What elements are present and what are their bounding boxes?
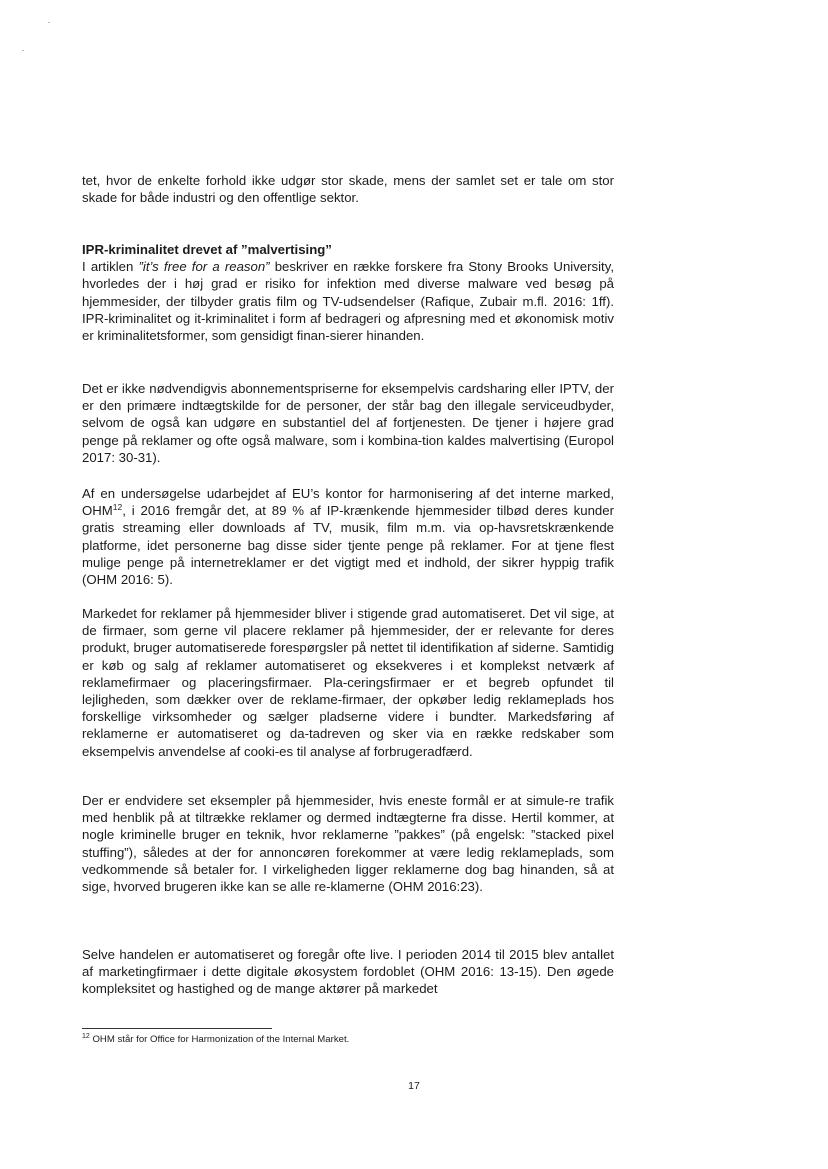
paragraph-text: beskriver en række forskere fra Stony Brooks University, hvorledes der i høj grad er risiko for infektion med diverse malware ved besøg på hjemmesider, der tilbyder gratis film og TV-udsendelser (Rafique, Zubair m.fl. 2016: 1ff). IPR-kriminalitet og it-kriminalitet i form af bedrageri og afpresning med et økonomisk motiv er kriminalitetsformer, som gensidigt finan-sierer hinanden. [82, 259, 614, 344]
page-number: 17 [408, 1080, 420, 1092]
scan-speck [48, 22, 50, 23]
footnote-marker: 12 [82, 1033, 90, 1040]
paragraph-ohm-study [82, 485, 614, 588]
footnote [82, 1034, 349, 1046]
section-paragraph-malvertising [82, 241, 614, 344]
footnote-reference: 12 [112, 502, 123, 513]
paragraph-traffic-simulation: Der er endvidere set eksempler på hjemmesider, hvis eneste formål er at simule-re trafik med henblik på at tiltrække reklamer og dermed indtægterne fra disse. Hertil kommer, at nogle kriminelle bruger en teknik, hvor reklamerne ”pakkes” (på engelsk: ”stacked pixel stuffing”), således at der for annoncøren forekommer at være ledig reklameplads, som vedkommende så betaler for. I virkeligheden ligger reklamerne dog bag hinanden, så at sige, hvorved brugeren ikke kan se alle re-klamerne (OHM 2016:23). [82, 793, 614, 895]
paragraph-intro-continuation: tet, hvor de enkelte forhold ikke udgør stor skade, mens der samlet set er tale om stor skade for både industri og den offentlige sektor. [82, 173, 614, 206]
paragraph-ad-market: Markedet for reklamer på hjemmesider bliver i stigende grad automatiseret. Det vil sige, at de firmaer, som gerne vil placere reklamer på hjemmesider, der er relevante for deres produkt, bruger automatiserede forespørgsler på nettet til identifikation af siderne. Samtidig er køb og salg af reklamer automatiseret og eksekveres i et komplekst netværk af reklamefirmaer og placeringsfirmaer. Pla-ceringsfirmaer er et begreb opfundet til lejligheden, som dækker over de reklame-firmaer, der opkøber ledig reklameplads hos forskellige virksomheder og sælger pladserne videre i bundter. Markedsføring af reklamerne er automatiseret og da-tadreven og sker via en række redskaber som eksempelvis anvendelse af cooki-es til analyse af forbrugeradfærd. [82, 606, 614, 759]
paragraph-automated-trade: Selve handelen er automatiseret og foregår ofte live. I perioden 2014 til 2015 blev antallet af marketingfirmaer i dette digitale økosystem fordoblet (OHM 2016: 13-15). Den øgede kompleksitet og hastighed og de mange aktører på markedet [82, 947, 614, 997]
paragraph-subscription: Det er ikke nødvendigvis abonnementspriserne for eksempelvis cardsharing eller IPTV, der er den primære indtægtskilde for de personer, der står bag den illegale serviceudbyder, selvom de også kan udgøre en substantiel del af fortjenesten. De tjener i højere grad penge på reklamer og ofte også malware, som i kombina-tion kaldes malvertising (Europol 2017: 30-31). [82, 381, 614, 465]
paragraph-text: , i 2016 fremgår det, at 89 % af IP-krænkende hjemmesider tilbød deres kunder gratis streaming eller downloads af TV, musik, film m.m. via op-havsretskrænkende platforme, idet personerne bag disse sider tjente penge på reklamer. For at tjene flest mulige penge på internetreklamer er det vigtigt med et indhold, der sikrer hyppig trafik (OHM 2016: 5). [82, 503, 614, 588]
article-title: ”it’s free for a reason” [138, 259, 270, 275]
paragraph-text: Af en undersøgelse udarbejdet af EU’s kontor for harmonisering af det interne marked, OHM [82, 486, 614, 519]
section-heading: IPR-kriminalitet drevet af ”malvertising” [82, 242, 332, 257]
footnote-separator [82, 1028, 272, 1029]
scan-speck [22, 50, 24, 51]
footnote-text: OHM står for Office for Harmonization of the Internal Market. [89, 1034, 350, 1045]
paragraph-text: I artiklen [82, 259, 139, 275]
